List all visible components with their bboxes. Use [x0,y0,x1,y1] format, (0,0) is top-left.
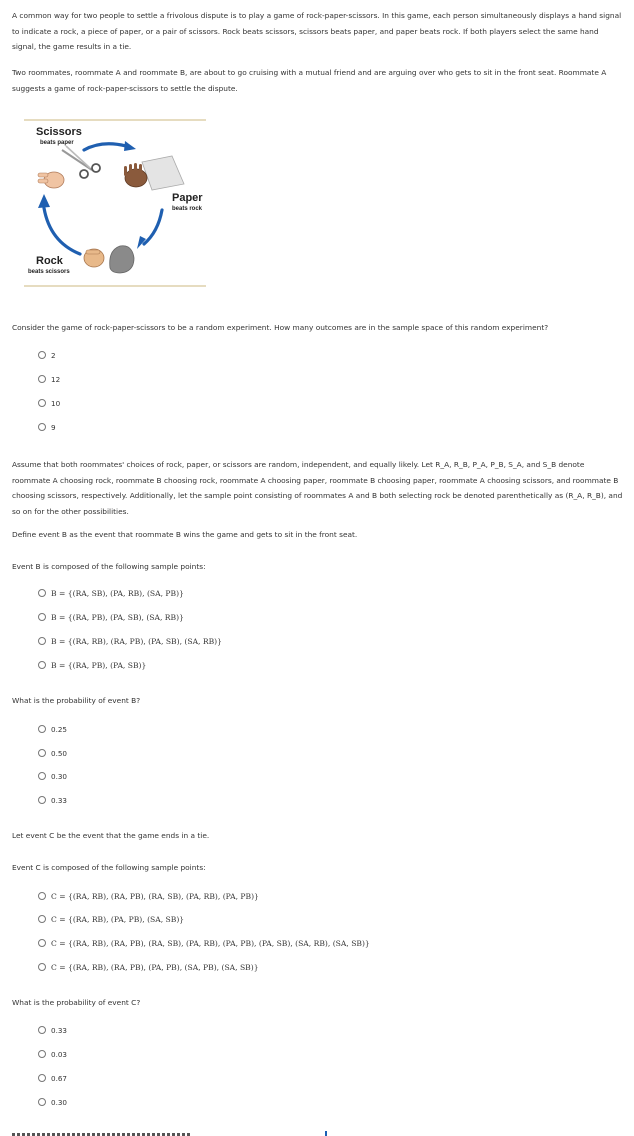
cycle-arrows [44,144,162,254]
question-3-text: What is the probability of event B? [12,696,141,705]
q4-option-2[interactable] [38,913,184,925]
radio-button[interactable] [38,915,46,923]
option-label: 0.03 [51,1049,68,1059]
q4-option-1[interactable] [38,890,259,902]
radio-button[interactable] [38,939,46,947]
option-label: 0.50 [51,748,68,758]
rock-paper-scissors-figure [24,118,214,290]
radio-button[interactable] [38,892,46,900]
option-label: 12 [51,374,61,384]
option-label: 0.33 [51,1025,68,1035]
q4-option-3[interactable] [38,937,370,949]
rock-paper-scissors-diagram [24,118,214,290]
q3-option-4[interactable] [38,794,67,806]
scissors-icon [62,146,100,178]
option-label: B = {(RA, RB), (RA, PB), (PA, SB), (SA, RB)} [51,636,222,646]
option-label: 0.30 [51,771,68,781]
radio-button[interactable] [38,375,46,383]
question-5-text: What is the probability of event C? [12,998,141,1007]
option-label: 0.67 [51,1073,68,1083]
q3-option-2[interactable] [38,747,67,759]
arrow-rock-to-scissors [44,208,80,254]
radio-button[interactable] [38,1026,46,1034]
arrow-head-1 [124,141,136,151]
q2-option-4[interactable] [38,659,146,671]
option-label: B = {(RA, PB), (PA, SB), (SA, RB)} [51,612,184,622]
q5-option-3[interactable] [38,1072,67,1084]
paper-icon [142,156,184,190]
radio-button[interactable] [38,423,46,431]
question-2-text: Event B is composed of the following sample points: [12,562,206,571]
q5-option-4[interactable] [38,1096,67,1108]
option-label: 2 [51,350,56,360]
scissors-label: Scissors [36,126,82,138]
q2-option-3[interactable] [38,635,222,647]
option-label: 0.30 [51,1097,68,1107]
rock-hand-icon [84,249,104,267]
option-label: C = {(RA, RB), (RA, PB), (PA, PB), (SA, PB), (SA, SB)} [51,962,259,972]
radio-button[interactable] [38,589,46,597]
radio-button[interactable] [38,351,46,359]
radio-button[interactable] [38,613,46,621]
q1-option-1[interactable] [38,349,56,361]
option-label: B = {(RA, SB), (PA, RB), (SA, PB)} [51,588,184,598]
radio-button[interactable] [38,772,46,780]
option-label: 10 [51,398,61,408]
arrow-paper-to-rock [144,210,162,244]
option-label: B = {(RA, PB), (PA, SB)} [51,660,147,670]
option-label: 0.33 [51,795,68,805]
assumption-paragraph: Assume that both roommates' choices of rock, paper, or scissors are random, independent, and equally likely. Let R_A, R_B, P_A, P_B, S_A, and S_B denote roommate A choosing rock, roommate B choosing rock, roommate A choosing paper, roommate B choosing paper, roommate A choosing scissors, and roommate B choosing scissors, respectively. Additionally, let the sample point consisting of roommates A and B both selecting rock be denoted parenthetically as (R_A, R_B), and so on for the other possibilities. [12,460,623,516]
question-4-text: Event C is composed of the following sample points: [12,863,206,872]
radio-button[interactable] [38,749,46,757]
option-label: C = {(RA, RB), (RA, PB), (RA, SB), (PA, RB), (PA, PB)} [51,891,259,901]
event-c-definition: Let event C be the event that the game ends in a tie. [12,831,210,840]
radio-button[interactable] [38,796,46,804]
radio-button[interactable] [38,1074,46,1082]
radio-button[interactable] [38,963,46,971]
radio-button[interactable] [38,399,46,407]
event-b-definition: Define event B as the event that roommate B wins the game and gets to sit in the front seat. [12,530,358,539]
option-label: C = {(RA, RB), (RA, PB), (RA, SB), (PA, RB), (PA, PB), (PA, SB), (SA, RB), (SA, SB)} [51,938,370,948]
radio-button[interactable] [38,637,46,645]
rock-icon [110,246,134,273]
q3-option-1[interactable] [38,723,67,735]
option-label: C = {(RA, RB), (PA, PB), (SA, SB)} [51,914,185,924]
scissors-sublabel: beats paper [40,140,74,146]
intro-paragraph-1: A common way for two people to settle a frivolous dispute is to play a game of rock-paper-scissors. In this game, each person simultaneously displays a hand signal to indicate a rock, a piece of paper, or a pair of scissors. Rock beats scissors, scissors beats paper, and paper beats rock. If both players select the same hand signal, the game results in a tie. [12,11,622,51]
q1-option-3[interactable] [38,397,60,409]
radio-button[interactable] [38,725,46,733]
paper-label: Paper [172,192,203,204]
radio-button[interactable] [38,1050,46,1058]
radio-button[interactable] [38,1098,46,1106]
q1-option-4[interactable] [38,421,56,433]
rock-label: Rock [36,255,63,267]
truncated-marker [325,1131,327,1136]
radio-button[interactable] [38,661,46,669]
q5-option-2[interactable] [38,1048,67,1060]
q4-option-4[interactable] [38,961,259,973]
q2-option-1[interactable] [38,587,184,599]
option-label: 0.25 [51,724,68,734]
scissors-hand-icon [38,172,64,188]
q3-option-3[interactable] [38,770,67,782]
rock-sublabel: beats scissors [28,269,70,275]
option-label: 9 [51,422,56,432]
intro-paragraph-2: Two roommates, roommate A and roommate B, are about to go cruising with a mutual friend and are arguing over who gets to sit in the front seat. Roommate A suggests a game of rock-paper-scissors to settle the dispute. [12,68,607,93]
arrow-head-3 [38,194,50,208]
q5-option-1[interactable] [38,1024,67,1036]
q1-option-2[interactable] [38,373,60,385]
paper-sublabel: beats rock [172,206,203,212]
question-1-text: Consider the game of rock-paper-scissors to be a random experiment. How many outcomes are in the sample space of this random experiment? [12,323,549,332]
arrow-scissors-to-paper [84,144,126,150]
q2-option-2[interactable] [38,611,184,623]
